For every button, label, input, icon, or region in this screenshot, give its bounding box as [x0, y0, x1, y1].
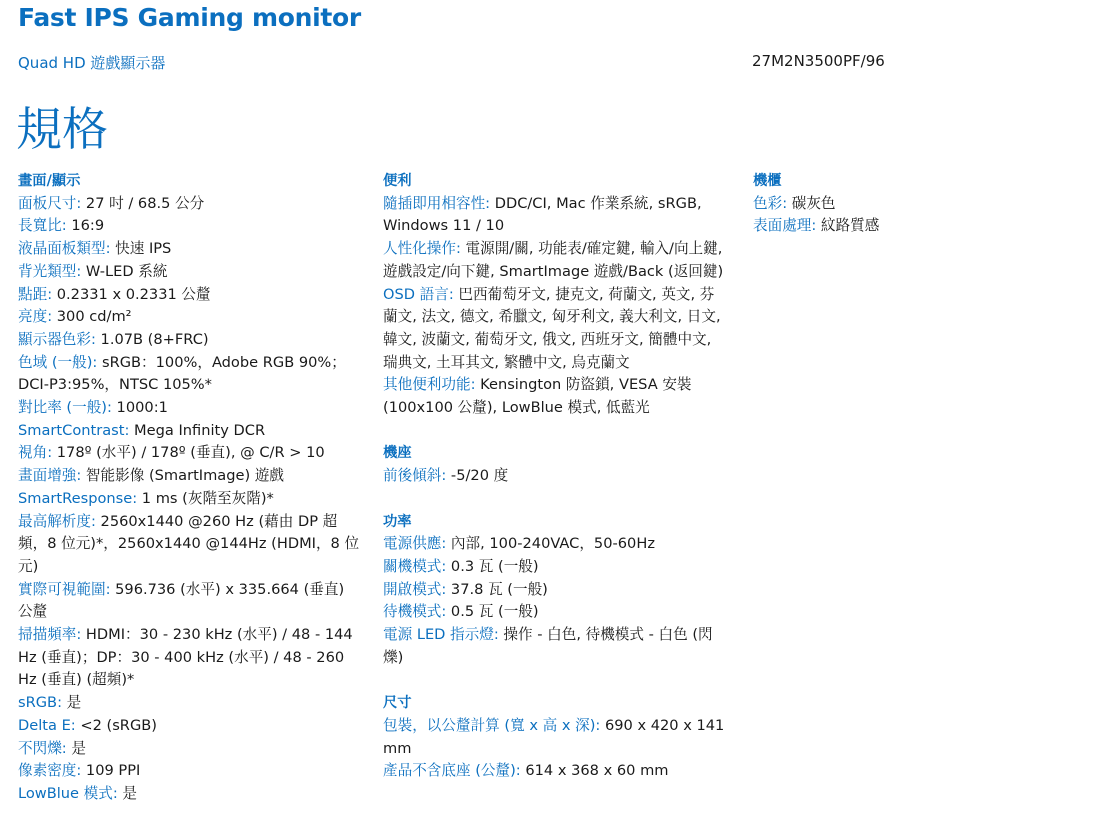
spec-label: 最高解析度: — [18, 512, 96, 530]
spec-value: 0.2331 x 0.2331 公釐 — [52, 285, 211, 303]
spec-column-3 — [753, 170, 1053, 261]
spec-label: 前後傾斜: — [383, 467, 447, 485]
spec-heading: 規格 — [16, 102, 108, 156]
spec-item — [18, 738, 363, 761]
spec-section — [383, 511, 728, 670]
spec-value: Kensington 防盜鎖, VESA 安裝 (100x100 公釐), LowBlue 模式, 低藍光 — [383, 376, 692, 417]
spec-value: 是 — [66, 739, 86, 757]
spec-item — [18, 352, 363, 397]
spec-item — [383, 556, 728, 579]
spec-item — [18, 511, 363, 579]
spec-section — [383, 692, 728, 783]
spec-section — [383, 442, 728, 487]
spec-label: 實際可視範圍: — [18, 580, 111, 598]
spec-label: 像素密度: — [18, 762, 82, 780]
spec-label: 不閃爍: — [18, 739, 67, 757]
spec-item — [18, 715, 363, 738]
spec-label: 人性化操作: — [383, 240, 461, 258]
spec-label: 電源 LED 指示燈: — [383, 626, 499, 644]
spec-value: Mega Infinity DCR — [129, 421, 266, 439]
spec-value: 596.736 (水平) x 335.664 (垂直) 公釐 — [18, 580, 345, 621]
spec-value: 內部, 100-240VAC，50-60Hz — [446, 535, 655, 553]
spec-item — [753, 215, 1053, 238]
spec-item — [18, 306, 363, 329]
spec-label: 開啟模式: — [383, 580, 447, 598]
spec-value: -5/20 度 — [446, 467, 509, 485]
spec-column-1 — [18, 170, 363, 828]
spec-value: 碳灰色 — [787, 194, 836, 212]
spec-label: 視角: — [18, 444, 53, 462]
spec-label: 包裝，以公釐計算 (寬 x 高 x 深): — [383, 716, 601, 734]
spec-item — [383, 533, 728, 556]
spec-value: 是 — [61, 694, 82, 712]
spec-item — [383, 374, 728, 419]
spec-value: 1.07B (8+FRC) — [95, 330, 209, 348]
spec-value: W-LED 系統 — [81, 262, 168, 280]
spec-item — [18, 442, 363, 465]
spec-label: sRGB: — [18, 694, 62, 712]
spec-item — [18, 760, 363, 783]
spec-item — [18, 284, 363, 307]
spec-section — [383, 170, 728, 420]
spec-label: 關機模式: — [383, 557, 447, 575]
spec-item — [753, 193, 1053, 216]
spec-label: 待機模式: — [383, 603, 447, 621]
spec-value: 300 cd/m² — [52, 308, 132, 326]
spec-item — [383, 601, 728, 624]
spec-label: 背光類型: — [18, 262, 82, 280]
spec-value: 178º (水平) / 178º (垂直), @ C/R > 10 — [52, 444, 325, 462]
model-number: 27M2N3500PF/96 — [752, 52, 885, 70]
spec-value: 690 x 420 x 141 mm — [383, 716, 725, 757]
spec-label: 表面處理: — [753, 217, 817, 235]
spec-item — [18, 215, 363, 238]
spec-label: 色彩: — [753, 194, 788, 212]
spec-section-title: 機櫃 — [753, 173, 782, 189]
spec-item — [18, 488, 363, 511]
spec-section-title: 便利 — [383, 173, 412, 189]
spec-label: 對比率 (一般): — [18, 399, 112, 417]
spec-value: 快速 IPS — [110, 240, 172, 258]
spec-label: 點距: — [18, 285, 53, 303]
spec-label: LowBlue 模式: — [18, 784, 118, 802]
spec-value: 1 ms (灰階至灰階)* — [137, 489, 274, 507]
page-subtitle: Quad HD 遊戲顯示器 — [18, 54, 166, 72]
spec-item — [18, 579, 363, 624]
spec-section — [18, 170, 363, 806]
spec-item — [383, 465, 728, 488]
spec-label: 長寬比: — [18, 217, 67, 235]
spec-label: 面板尺寸: — [18, 194, 82, 212]
spec-section-title: 功率 — [383, 513, 412, 530]
spec-value: 37.8 瓦 (一般) — [446, 580, 548, 598]
spec-label: SmartResponse: — [18, 489, 138, 507]
spec-section-title: 機座 — [383, 445, 412, 462]
spec-item — [18, 783, 363, 806]
spec-item — [383, 238, 728, 283]
spec-label: 掃描頻率: — [18, 626, 82, 644]
spec-label: 畫面增強: — [18, 467, 82, 485]
spec-item — [383, 284, 728, 375]
spec-label: 顯示器色彩: — [18, 330, 96, 348]
spec-value: 0.5 瓦 (一般) — [446, 603, 539, 621]
spec-value: 0.3 瓦 (一般) — [446, 557, 539, 575]
spec-item — [18, 329, 363, 352]
spec-value: 614 x 368 x 60 mm — [520, 762, 669, 780]
spec-value: 27 吋 / 68.5 公分 — [81, 194, 205, 212]
spec-label: 電源供應: — [383, 535, 447, 553]
spec-value: 1000:1 — [111, 399, 168, 417]
spec-item — [18, 465, 363, 488]
spec-item — [383, 193, 728, 238]
spec-value: 16:9 — [66, 217, 105, 235]
spec-item — [18, 261, 363, 284]
spec-item — [383, 579, 728, 602]
spec-item — [383, 624, 728, 669]
spec-value: 是 — [117, 784, 138, 802]
spec-item — [18, 193, 363, 216]
spec-item — [383, 760, 728, 783]
spec-section-title: 畫面/顯示 — [18, 173, 81, 189]
page-title: Fast IPS Gaming monitor — [18, 3, 361, 32]
spec-value: 智能影像 (SmartImage) 遊戲 — [81, 467, 285, 485]
spec-section-title: 尺寸 — [383, 695, 412, 712]
spec-label: 產品不含底座 (公釐): — [383, 762, 521, 780]
spec-item — [18, 420, 363, 443]
spec-section — [753, 170, 1053, 238]
spec-value: sRGB：100%，Adobe RGB 90%；DCI-P3:95%，NTSC 105%* — [18, 353, 346, 394]
spec-item — [18, 397, 363, 420]
spec-value: 電源開/關, 功能表/確定鍵, 輸入/向上鍵, 遊戲設定/向下鍵, SmartImage 遊戲/Back (返回鍵) — [383, 240, 724, 280]
spec-value: <2 (sRGB) — [75, 716, 157, 734]
spec-column-2 — [383, 170, 728, 806]
spec-label: 色域 (一般): — [18, 353, 98, 371]
spec-label: OSD 語言: — [383, 285, 454, 303]
spec-value: 操作 - 白色, 待機模式 - 白色 (閃爍) — [383, 626, 713, 666]
spec-value: DDC/CI, Mac 作業系統, sRGB, Windows 11 / 10 — [383, 194, 702, 235]
spec-value: 紋路質感 — [816, 217, 880, 235]
spec-label: SmartContrast: — [18, 421, 130, 439]
spec-item — [18, 692, 363, 715]
spec-label: 液晶面板類型: — [18, 240, 111, 258]
spec-value: HDMI：30 - 230 kHz (水平) / 48 - 144 Hz (垂直)；DP：30 - 400 kHz (水平) / 48 - 260 Hz (垂直) (超頻)* — [18, 626, 353, 689]
spec-value: 2560x1440 @260 Hz (藉由 DP 超頻，8 位元)*，2560x1440 @144Hz (HDMI，8 位元) — [18, 512, 360, 575]
spec-value: 巴西葡萄牙文, 捷克文, 荷蘭文, 英文, 芬蘭文, 法文, 德文, 希臘文, 匈牙利文, 義大利文, 日文, 韓文, 波蘭文, 葡萄牙文, 俄文, 西班牙文, 簡體中文, 瑞典文, 土耳其文, 繁體中文, 烏克蘭文 — [383, 285, 721, 371]
spec-item — [18, 624, 363, 692]
spec-label: 亮度: — [18, 308, 53, 326]
spec-label: 隨插即用相容性: — [383, 194, 491, 212]
spec-label: 其他便利功能: — [383, 376, 476, 394]
spec-item — [383, 715, 728, 760]
spec-item — [18, 238, 363, 261]
spec-value: 109 PPI — [81, 762, 141, 780]
spec-label: Delta E: — [18, 716, 76, 734]
